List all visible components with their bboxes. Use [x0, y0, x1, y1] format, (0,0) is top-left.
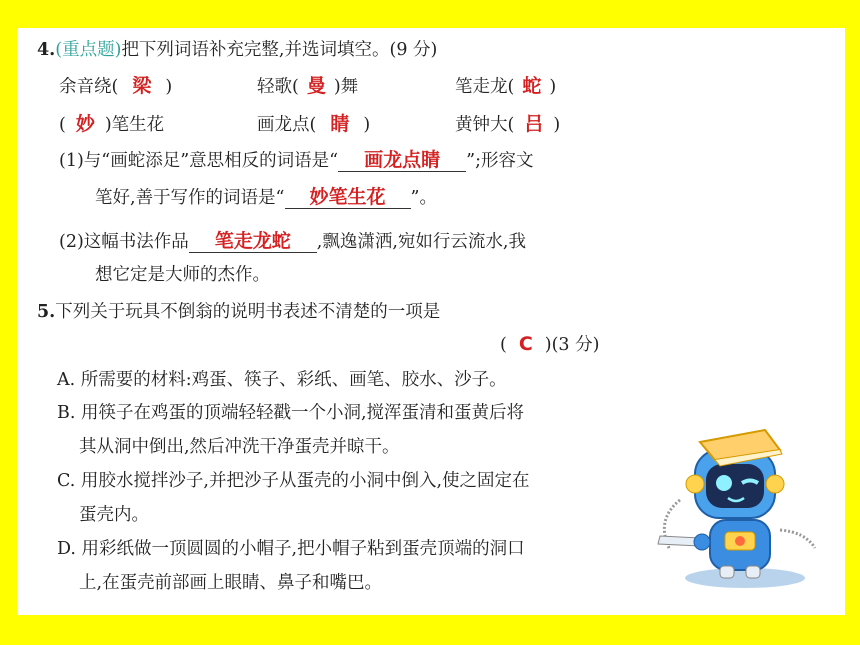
robot-mascot-icon: [640, 420, 830, 600]
q4-sub2-line2: 想它定是大师的杰作。: [95, 265, 270, 285]
q5-option-b-cont: 其从洞中倒出,然后冲洗干净蛋壳并晾干。: [79, 437, 400, 457]
q4-number: 4.: [37, 40, 56, 60]
q4-item-5: 画龙点( 睛 ): [257, 113, 371, 135]
fill-blank: [338, 150, 466, 172]
q5-option-c: C. 用胶水搅拌沙子,并把沙子从蛋壳的小洞中倒入,使之固定在: [57, 471, 530, 491]
answer-text: 睛: [330, 113, 350, 135]
q4-item-1: 余音绕( 梁 ): [59, 75, 173, 97]
q4-item-2: 轻歌( 曼 )舞: [257, 75, 359, 97]
q5-option-d-cont: 上,在蛋壳前部画上眼睛、鼻子和嘴巴。: [79, 573, 383, 593]
answer-text: 妙: [75, 113, 95, 135]
answer-text: C: [518, 333, 533, 355]
q4-sub1-line1: (1)与“画蛇添足”意思相反的词语是“ 画龙点睛 ”;形容文: [59, 149, 534, 171]
answer-text: 吕: [524, 113, 544, 135]
q5-option-b: B. 用筷子在鸡蛋的顶端轻轻戳一个小洞,搅浑蛋清和蛋黄后将: [57, 403, 525, 423]
q5-option-c-cont: 蛋壳内。: [79, 505, 149, 525]
q4-tag: (重点题): [55, 40, 122, 60]
q4-sub1-line2: 笔好,善于写作的词语是“ 妙笔生花 ”。: [95, 186, 437, 208]
fill-blank: [285, 187, 411, 209]
answer-text: 妙笔生花: [309, 186, 386, 208]
q4-sub2-line1: (2)这幅书法作品 笔走龙蛇 ,飘逸潇洒,宛如行云流水,我: [59, 230, 526, 252]
q5-prompt: 下列关于玩具不倒翁的说明书表述不清楚的一项是: [55, 302, 441, 322]
answer-text: 蛇: [522, 75, 542, 97]
fill-blank: [189, 231, 317, 253]
q4-item-3: 笔走龙( 蛇 ): [455, 75, 557, 97]
q4-header: [37, 38, 437, 62]
answer-text: 曼: [306, 75, 326, 97]
answer-text: 画龙点睛: [364, 149, 441, 171]
q5-option-d: D. 用彩纸做一顶圆圆的小帽子,把小帽子粘到蛋壳顶端的洞口: [57, 539, 525, 559]
answer-text: 梁: [132, 75, 152, 97]
q4-item-4: ( 妙 )笔生花: [59, 113, 165, 135]
q4-prompt: 把下列词语补充完整,并选词填空。(9 分): [121, 40, 438, 60]
q5-header: [37, 300, 440, 324]
q5-answer-slot: ( C )(3 分): [500, 333, 600, 355]
q5-option-a: A. 所需要的材料:鸡蛋、筷子、彩纸、画笔、胶水、沙子。: [57, 370, 507, 390]
answer-text: 笔走龙蛇: [214, 230, 291, 252]
q5-number: 5.: [37, 302, 56, 322]
q4-item-6: 黄钟大( 吕 ): [455, 113, 561, 135]
